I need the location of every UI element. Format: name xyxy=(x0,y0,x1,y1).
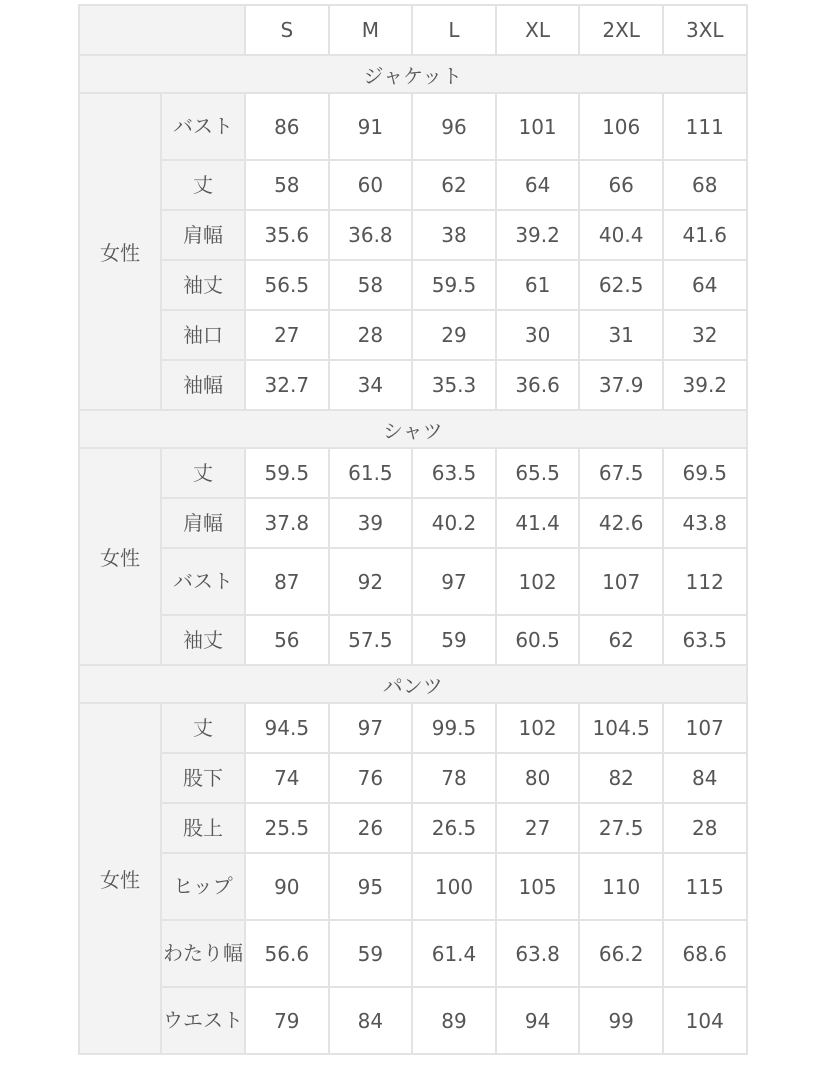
measurement-value: 79 xyxy=(245,987,329,1054)
measurement-value: 86 xyxy=(245,93,329,160)
measurement-label: 股下 xyxy=(161,753,245,803)
measurement-value: 34 xyxy=(329,360,413,410)
section-header-row xyxy=(79,665,747,703)
measurement-value: 101 xyxy=(496,93,580,160)
measurement-value: 107 xyxy=(579,548,663,615)
size-header-xl: XL xyxy=(496,5,580,55)
measurement-label: 丈 xyxy=(161,448,245,498)
measurement-value: 42.6 xyxy=(579,498,663,548)
measurement-value: 84 xyxy=(663,753,747,803)
measurement-value: 39.2 xyxy=(496,210,580,260)
section-header-row xyxy=(79,55,747,93)
section-title: シャツ xyxy=(79,410,747,448)
measurement-value: 32 xyxy=(663,310,747,360)
measurement-value: 68.6 xyxy=(663,920,747,987)
measurement-value: 107 xyxy=(663,703,747,753)
measurement-label: バスト xyxy=(161,93,245,160)
measurement-value: 104 xyxy=(663,987,747,1054)
measurement-value: 66.2 xyxy=(579,920,663,987)
measurement-value: 92 xyxy=(329,548,413,615)
measurement-value: 94.5 xyxy=(245,703,329,753)
measurement-value: 104.5 xyxy=(579,703,663,753)
measurement-row xyxy=(79,703,747,753)
section-title: ジャケット xyxy=(79,55,747,93)
measurement-value: 57.5 xyxy=(329,615,413,665)
measurement-value: 76 xyxy=(329,753,413,803)
gender-label: 女性 xyxy=(79,93,161,410)
measurement-value: 25.5 xyxy=(245,803,329,853)
measurement-value: 30 xyxy=(496,310,580,360)
size-chart-table xyxy=(78,4,748,1055)
measurement-value: 32.7 xyxy=(245,360,329,410)
measurement-row xyxy=(79,920,747,987)
measurement-value: 99.5 xyxy=(412,703,496,753)
measurement-value: 28 xyxy=(663,803,747,853)
measurement-value: 64 xyxy=(663,260,747,310)
measurement-value: 102 xyxy=(496,548,580,615)
measurement-label: 肩幅 xyxy=(161,210,245,260)
measurement-value: 27 xyxy=(245,310,329,360)
measurement-value: 27.5 xyxy=(579,803,663,853)
measurement-value: 74 xyxy=(245,753,329,803)
measurement-value: 66 xyxy=(579,160,663,210)
measurement-value: 40.4 xyxy=(579,210,663,260)
measurement-value: 91 xyxy=(329,93,413,160)
measurement-label: 股上 xyxy=(161,803,245,853)
header-corner-cell xyxy=(79,5,245,55)
measurement-value: 35.3 xyxy=(412,360,496,410)
measurement-value: 36.8 xyxy=(329,210,413,260)
size-header-m: M xyxy=(329,5,413,55)
measurement-value: 65.5 xyxy=(496,448,580,498)
measurement-value: 39 xyxy=(329,498,413,548)
measurement-value: 58 xyxy=(329,260,413,310)
measurement-value: 60 xyxy=(329,160,413,210)
measurement-label: 袖丈 xyxy=(161,615,245,665)
measurement-value: 37.9 xyxy=(579,360,663,410)
measurement-value: 60.5 xyxy=(496,615,580,665)
measurement-value: 96 xyxy=(412,93,496,160)
measurement-row xyxy=(79,753,747,803)
measurement-row xyxy=(79,498,747,548)
measurement-value: 56 xyxy=(245,615,329,665)
measurement-value: 95 xyxy=(329,853,413,920)
measurement-value: 106 xyxy=(579,93,663,160)
measurement-value: 29 xyxy=(412,310,496,360)
measurement-value: 105 xyxy=(496,853,580,920)
measurement-label: 袖口 xyxy=(161,310,245,360)
measurement-row xyxy=(79,360,747,410)
measurement-value: 56.5 xyxy=(245,260,329,310)
measurement-label: ウエスト xyxy=(161,987,245,1054)
measurement-row xyxy=(79,260,747,310)
measurement-label: 丈 xyxy=(161,703,245,753)
measurement-value: 110 xyxy=(579,853,663,920)
measurement-row xyxy=(79,987,747,1054)
measurement-row xyxy=(79,615,747,665)
measurement-row xyxy=(79,160,747,210)
measurement-value: 97 xyxy=(329,703,413,753)
measurement-value: 27 xyxy=(496,803,580,853)
measurement-value: 61.5 xyxy=(329,448,413,498)
size-header-row xyxy=(79,5,747,55)
measurement-value: 63.5 xyxy=(663,615,747,665)
measurement-value: 26 xyxy=(329,803,413,853)
measurement-value: 78 xyxy=(412,753,496,803)
measurement-value: 87 xyxy=(245,548,329,615)
measurement-value: 80 xyxy=(496,753,580,803)
measurement-value: 63.8 xyxy=(496,920,580,987)
measurement-value: 31 xyxy=(579,310,663,360)
measurement-value: 59.5 xyxy=(245,448,329,498)
measurement-row xyxy=(79,448,747,498)
measurement-value: 56.6 xyxy=(245,920,329,987)
measurement-row xyxy=(79,803,747,853)
size-chart-body xyxy=(79,5,747,1054)
size-header-2xl: 2XL xyxy=(579,5,663,55)
measurement-value: 39.2 xyxy=(663,360,747,410)
measurement-value: 41.4 xyxy=(496,498,580,548)
measurement-value: 61.4 xyxy=(412,920,496,987)
measurement-label: ヒップ xyxy=(161,853,245,920)
measurement-row xyxy=(79,853,747,920)
measurement-value: 41.6 xyxy=(663,210,747,260)
measurement-value: 94 xyxy=(496,987,580,1054)
measurement-row xyxy=(79,210,747,260)
measurement-value: 59.5 xyxy=(412,260,496,310)
measurement-value: 62 xyxy=(579,615,663,665)
gender-label: 女性 xyxy=(79,448,161,665)
measurement-value: 59 xyxy=(329,920,413,987)
measurement-value: 112 xyxy=(663,548,747,615)
measurement-row xyxy=(79,310,747,360)
gender-label: 女性 xyxy=(79,703,161,1054)
measurement-value: 68 xyxy=(663,160,747,210)
size-header-l: L xyxy=(412,5,496,55)
measurement-value: 115 xyxy=(663,853,747,920)
measurement-value: 97 xyxy=(412,548,496,615)
section-header-row xyxy=(79,410,747,448)
measurement-label: 丈 xyxy=(161,160,245,210)
measurement-value: 61 xyxy=(496,260,580,310)
measurement-value: 67.5 xyxy=(579,448,663,498)
measurement-value: 58 xyxy=(245,160,329,210)
measurement-value: 84 xyxy=(329,987,413,1054)
measurement-value: 59 xyxy=(412,615,496,665)
measurement-value: 102 xyxy=(496,703,580,753)
measurement-value: 100 xyxy=(412,853,496,920)
measurement-value: 69.5 xyxy=(663,448,747,498)
measurement-value: 37.8 xyxy=(245,498,329,548)
measurement-value: 62.5 xyxy=(579,260,663,310)
measurement-value: 64 xyxy=(496,160,580,210)
measurement-label: バスト xyxy=(161,548,245,615)
measurement-value: 89 xyxy=(412,987,496,1054)
size-header-3xl: 3XL xyxy=(663,5,747,55)
measurement-row xyxy=(79,548,747,615)
section-title: パンツ xyxy=(79,665,747,703)
measurement-value: 63.5 xyxy=(412,448,496,498)
measurement-value: 35.6 xyxy=(245,210,329,260)
measurement-value: 111 xyxy=(663,93,747,160)
measurement-row xyxy=(79,93,747,160)
measurement-value: 40.2 xyxy=(412,498,496,548)
measurement-value: 36.6 xyxy=(496,360,580,410)
measurement-value: 43.8 xyxy=(663,498,747,548)
measurement-value: 38 xyxy=(412,210,496,260)
size-header-s: S xyxy=(245,5,329,55)
measurement-value: 62 xyxy=(412,160,496,210)
measurement-label: わたり幅 xyxy=(161,920,245,987)
measurement-value: 28 xyxy=(329,310,413,360)
measurement-label: 肩幅 xyxy=(161,498,245,548)
measurement-value: 99 xyxy=(579,987,663,1054)
measurement-value: 90 xyxy=(245,853,329,920)
measurement-value: 82 xyxy=(579,753,663,803)
measurement-label: 袖幅 xyxy=(161,360,245,410)
measurement-value: 26.5 xyxy=(412,803,496,853)
measurement-label: 袖丈 xyxy=(161,260,245,310)
